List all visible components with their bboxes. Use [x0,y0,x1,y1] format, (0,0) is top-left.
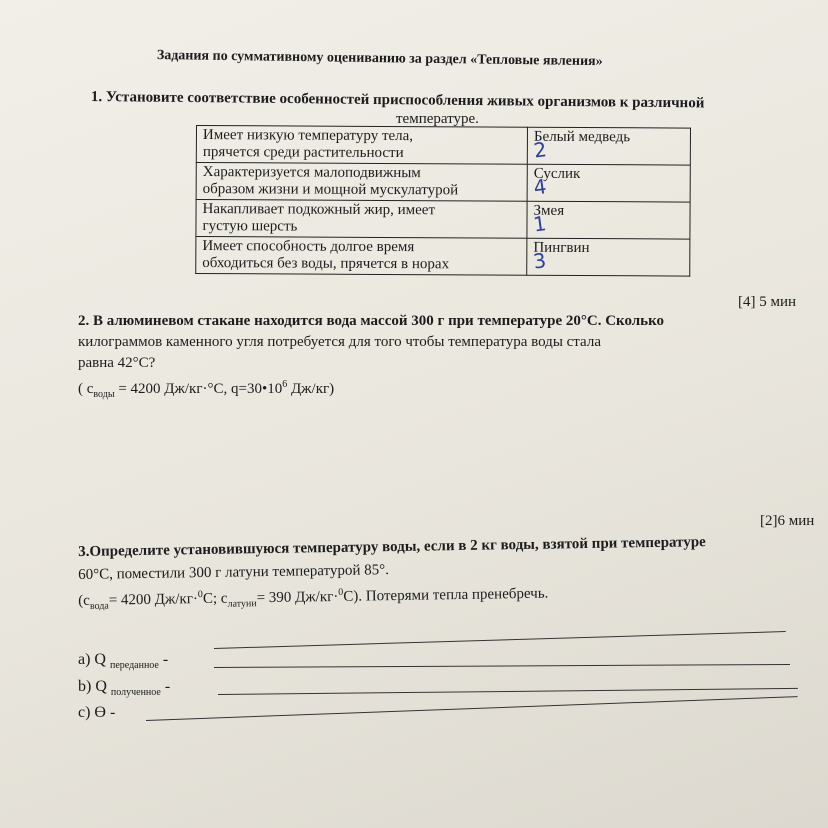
task2-score: [2]6 мин [760,513,815,529]
given-text: Дж/кг) [287,381,335,397]
trait-text: Имеет способность долгое время [202,238,415,256]
organism-name: Змея [533,202,565,219]
item-subscript: переданное [109,660,159,672]
answer-item-c: c) ϴ - [78,704,116,721]
task1-text-line1: 1. Установите соответствие особенностей приспособления живых организмов к различной [90,88,705,112]
table-row [196,126,690,166]
trait-text: Характеризуется малоподвижным [202,164,421,182]
trait-text: Накапливает подкожный жир, имеет [202,201,436,219]
answer-blank-line[interactable] [214,664,790,668]
task2-text: 2. В алюминевом стакане находится вода массой 300 г при температуре 20°C. Сколько [78,313,665,329]
item-label: b) Q [78,678,107,695]
organism-trait-cell [196,163,527,202]
organism-name-cell [527,127,690,165]
item-dash: - [162,651,169,668]
answer-blank-line[interactable] [146,696,798,721]
trait-text: образом жизни и мощной мускулатурой [202,181,459,199]
table-row [196,237,690,277]
given-text: = 4200 Дж/кг·°C, q=30•10 [114,381,283,397]
given-subscript: латуни [227,598,257,610]
item-subscript: полученное [110,687,161,699]
handwritten-answer: 4 [532,174,548,200]
given-text: C; c [202,590,228,608]
table-row [196,163,690,203]
table-row [196,200,690,240]
trait-text: Имеет низкую температуру тела, [202,127,414,145]
task2-given [78,376,334,404]
answer-item-b [78,678,170,702]
given-text: (c [78,592,90,609]
organism-name-cell [527,201,690,239]
organism-name: Пингвин [533,239,590,257]
given-superscript: 6 [282,379,288,390]
organism-trait-cell [196,237,527,276]
handwritten-answer: 2 [532,137,549,163]
given-text: = 4200 Дж/кг· [108,591,199,609]
answer-blank-line[interactable] [214,631,786,649]
organism-trait-cell [196,200,527,239]
trait-text: прячется среди растительности [202,144,404,162]
organism-name: Суслик [533,165,581,183]
given-text: ( c [78,381,94,397]
organism-name-cell [527,164,690,202]
matching-table [195,125,691,277]
page-title: Задания по суммативному оцениванию за раздел «Тепловые явления» [156,47,603,70]
organism-trait-cell [196,126,527,165]
answer-item-a [78,651,168,675]
handwritten-answer: 3 [531,248,548,274]
task3-given [78,581,549,616]
task1-text-line2: температуре. [396,111,479,127]
handwritten-answer: 1 [531,211,548,237]
task2-text-line1 [78,312,664,330]
item-dash: - [164,678,171,695]
task1-score: [4] 5 мин [738,294,797,310]
given-superscript: 0 [197,589,203,601]
answer-blank-line[interactable] [218,688,798,695]
trait-text: обходиться без воды, прячется в норах [202,255,450,273]
task3-text-line2: 60°C, поместили 300 г латуни температурой 85°. [78,562,390,583]
task2-text-line3: равна 42°C? [78,355,156,371]
task3-text-line1: 3.Определите установившуюся температуру воды, если в 2 кг воды, взятой при температуре [78,534,706,560]
given-text: C). Потерями тепла пренебречь. [343,585,549,605]
organism-name: Белый медведь [533,128,631,146]
given-superscript: 0 [338,586,344,598]
task2-text-line2: килограммов каменного угля потребуется для того чтобы температура воды стала [78,334,601,350]
trait-text: густую шерсть [202,218,298,235]
item-label: a) Q [78,651,106,668]
given-subscript: вода [89,600,109,612]
organism-name-cell [527,238,690,276]
given-subscript: воды [93,389,115,400]
given-text: = 390 Дж/кг· [256,588,339,607]
